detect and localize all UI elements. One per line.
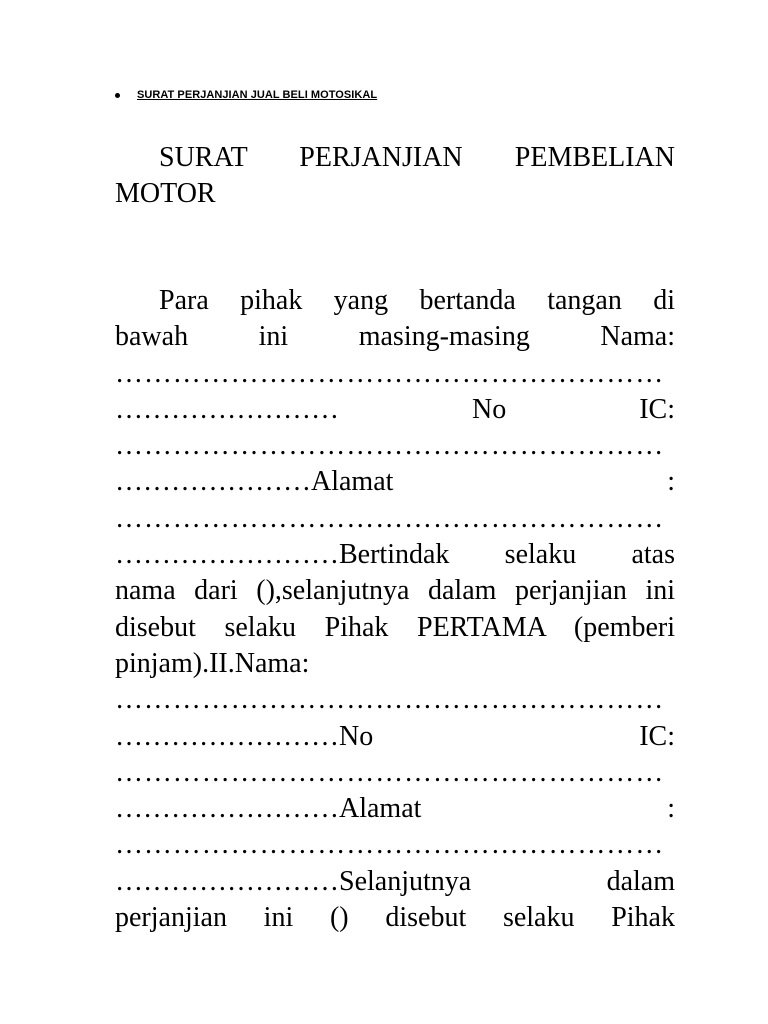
title-line: SURAT PERJANJIAN PEMBELIAN — [159, 142, 675, 173]
title-line: MOTOR — [115, 178, 216, 210]
paragraph-line: ………………………………………………… — [115, 756, 665, 788]
paragraph-line: ………………………………………………… — [115, 430, 665, 462]
paragraph-line: …………………Alamat : — [115, 466, 675, 498]
paragraph-line: ……………………No IC: — [115, 720, 675, 752]
paragraph-line: ……………………Selanjutnya dalam — [115, 865, 675, 897]
paragraph-line: perjanjian ini () disebut selaku Pihak — [115, 902, 675, 934]
bullet-icon — [115, 93, 120, 98]
document-title — [115, 140, 675, 213]
paragraph-line: nama dari (),selanjutnya dalam perjanjian ini — [115, 575, 675, 607]
paragraph-line: ………………………………………………… — [115, 502, 665, 534]
paragraph-line: disebut selaku Pihak PERTAMA (pemberi — [115, 611, 675, 643]
paragraph-line: Para pihak yang bertanda tangan di — [159, 285, 675, 316]
paragraph-line: ……………………Bertindak selaku atas — [115, 539, 675, 571]
document-heading-link[interactable]: SURAT PERJANJIAN JUAL BELI MOTOSIKAL — [137, 89, 378, 101]
paragraph-line: ………………………………………………… — [115, 829, 665, 861]
paragraph-line: pinjam).II.Nama: — [115, 647, 310, 679]
paragraph-line: ……………………Alamat : — [115, 793, 675, 825]
paragraph-line: ………………………………………………… — [115, 684, 665, 716]
agreement-paragraph — [115, 283, 675, 936]
paragraph-line: ………………………………………………… — [115, 357, 665, 389]
heading-bullet-item — [115, 86, 377, 104]
paragraph-line: …………………… No IC: — [115, 393, 675, 425]
paragraph-line: bawah ini masing-masing Nama: — [115, 321, 675, 353]
